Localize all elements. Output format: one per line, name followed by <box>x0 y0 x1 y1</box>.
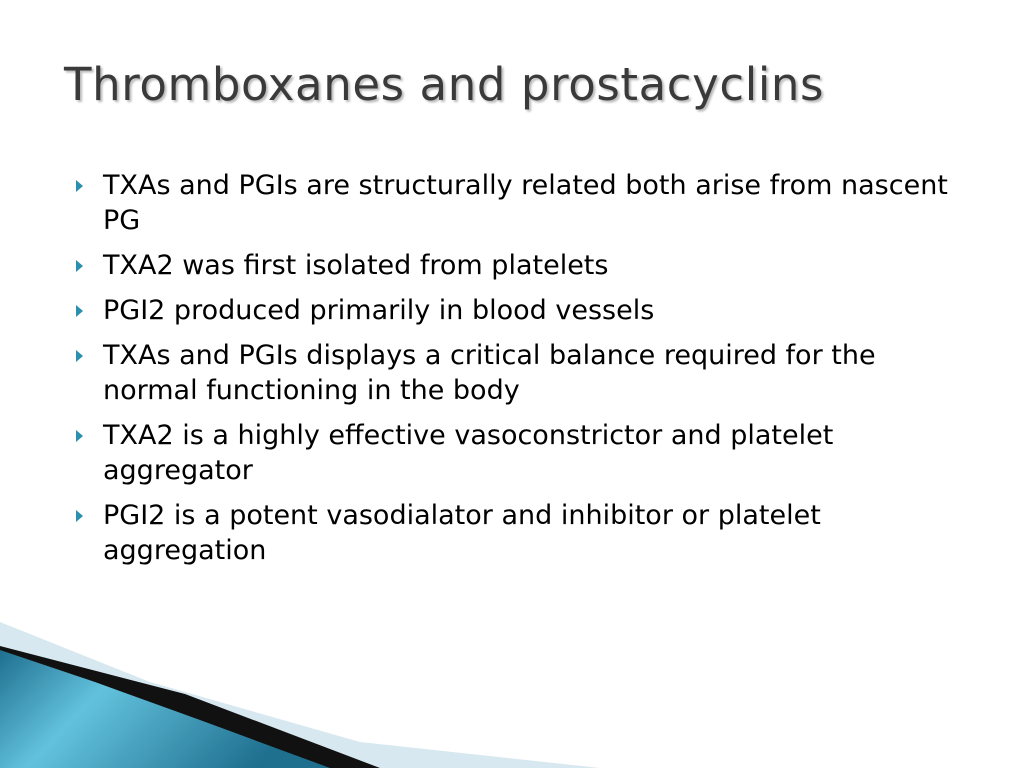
blue-wave-band <box>0 650 330 768</box>
slide-title: Thromboxanes and prostacyclins <box>64 58 825 111</box>
bullet-text: TXAs and PGIs displays a critical balance required for the normal functioning in the body <box>103 340 876 406</box>
bullet-text: TXA2 was first isolated from platelets <box>103 250 609 281</box>
bullet-text: TXAs and PGIs are structurally related both arise from nascent PG <box>103 170 948 236</box>
bullet-text: PGI2 produced primarily in blood vessels <box>103 295 655 326</box>
bullet-text: PGI2 is a potent vasodialator and inhibitor or platelet aggregation <box>103 500 821 566</box>
bullet-text: TXA2 is a highly effective vasoconstrictor and platelet aggregator <box>103 420 834 486</box>
